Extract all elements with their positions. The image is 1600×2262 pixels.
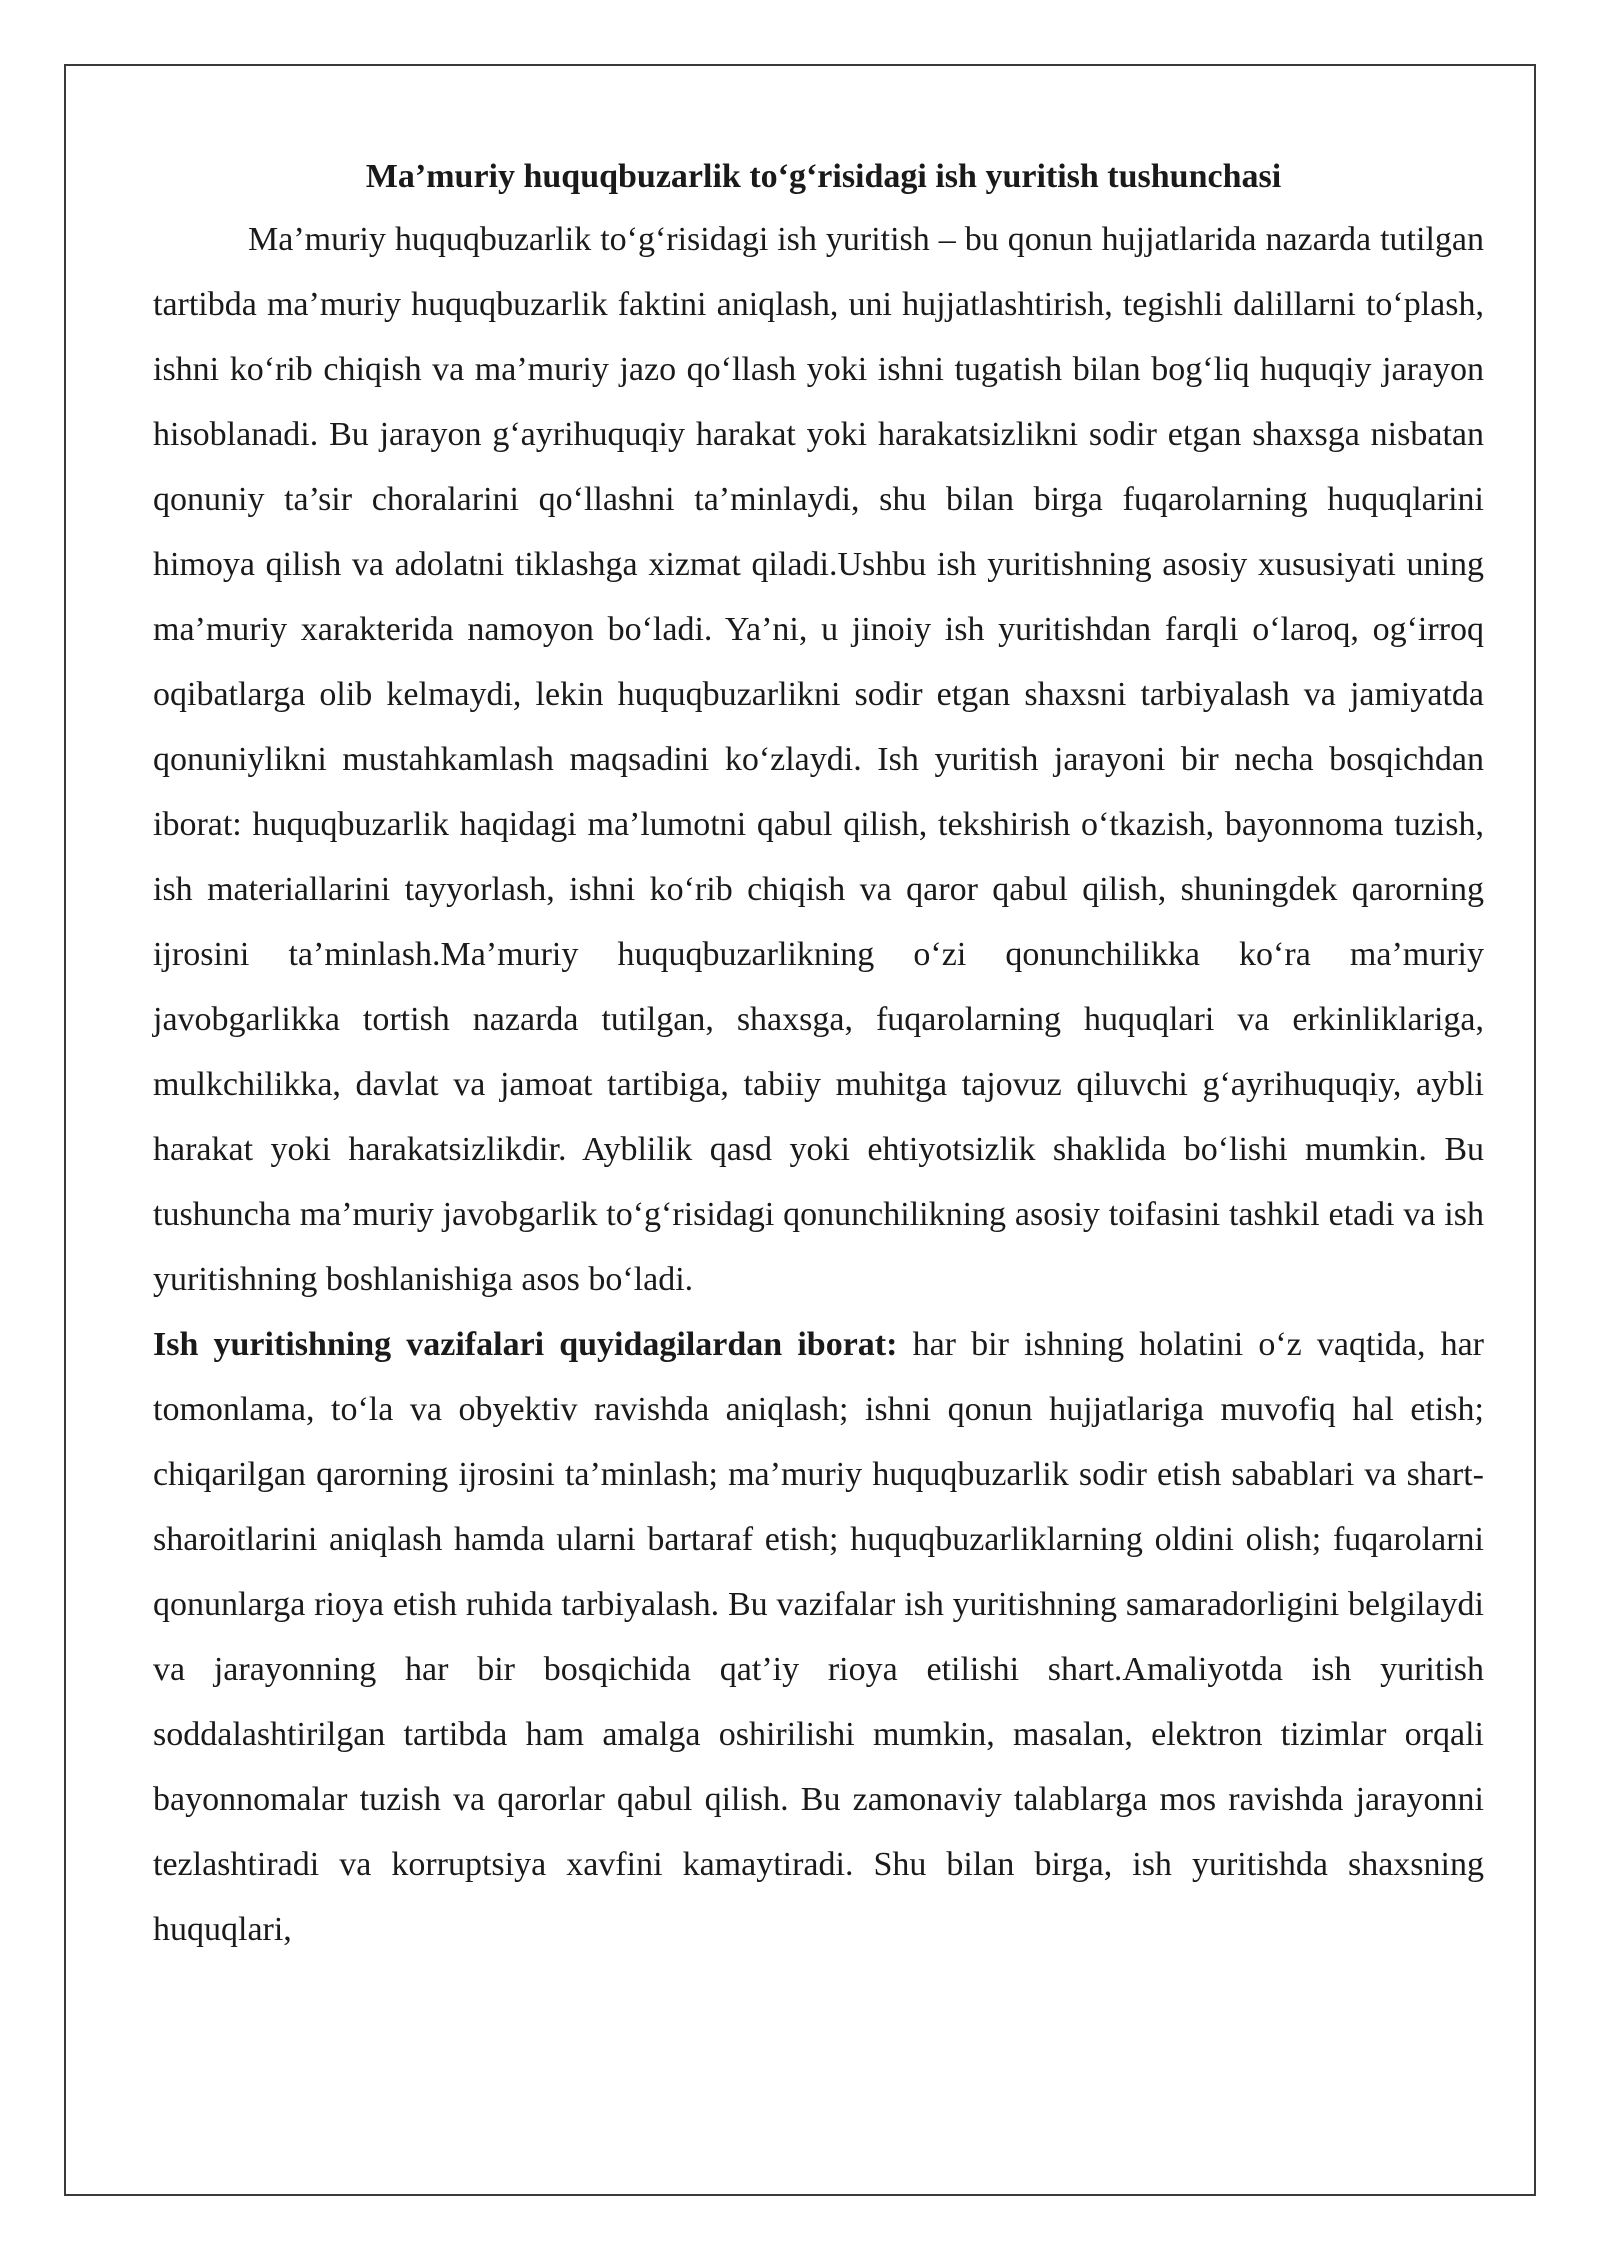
paragraph-tasks: [153, 1312, 1484, 1962]
paragraph-tasks-lead: Ish yuritishning vazifalari quyidagilardan iborat:: [153, 1326, 898, 1363]
paragraph-definition: Ma’muriy huquqbuzarlik to‘g‘risidagi ish yuritish – bu qonun hujjatlarida nazarda tutilgan tartibda ma’muriy huquqbuzarlik faktini aniqlash, uni hujjatlashtirish, tegishli dalillarni to‘plash, ishni ko‘rib chiqish va ma’muriy jazo qo‘llash yoki ishni tugatish bilan bog‘liq huquqiy jarayon hisoblanadi. Bu jarayon g‘ayrihuquqiy harakat yoki harakatsizlikni sodir etgan shaxsga nisbatan qonuniy ta’sir choralarini qo‘llashni ta’minlaydi, shu bilan birga fuqarolarning huquqlarini himoya qilish va adolatni tiklashga xizmat qiladi.Ushbu ish yuritishning asosiy xususiyati uning ma’muriy xarakterida namoyon bo‘ladi. Ya’ni, u jinoiy ish yuritishdan farqli o‘laroq, og‘irroq oqibatlarga olib kelmaydi, lekin huquqbuzarlikni sodir etgan shaxsni tarbiyalash va jamiyatda qonuniylikni mustahkamlash maqsadini ko‘zlaydi. Ish yuritish jarayoni bir necha bosqichdan iborat: huquqbuzarlik haqidagi ma’lumotni qabul qilish, tekshirish o‘tkazish, bayonnoma tuzish, ish materiallarini tayyorlash, ishni ko‘rib chiqish va qaror qabul qilish, shuningdek qarorning ijrosini ta’minlash.Ma’muriy huquqbuzarlikning o‘zi qonunchilikka ko‘ra ma’muriy javobgarlikka tortish nazarda tutilgan, shaxsga, fuqarolarning huquqlari va erkinliklariga, mulkchilikka, davlat va jamoat tartibiga, tabiiy muhitga tajovuz qiluvchi g‘ayrihuquqiy, aybli harakat yoki harakatsizlikdir. Ayblilik qasd yoki ehtiyotsizlik shaklida bo‘lishi mumkin. Bu tushuncha ma’muriy javobgarlik to‘g‘risidagi qonunchilikning asosiy toifasini tashkil etadi va ish yuritishning boshlanishiga asos bo‘ladi.: [153, 221, 1484, 1298]
paragraph-tasks-text: har bir ishning holatini o‘z vaqtida, har tomonlama, to‘la va obyektiv ravishda aniqlash; ishni qonun hujjatlariga muvofiq hal etish; chiqarilgan qarorning ijrosini ta’minlash; ma’muriy huquqbuzarlik sodir etish sabablari va shart-sharoitlarini aniqlash hamda ularni bartaraf etish; huquqbuzarliklarning oldini olish; fuqarolarni qonunlarga rioya etish ruhida tarbiyalash. Bu vazifalar ish yuritishning samaradorligini belgilaydi va jarayonning har bir bosqichida qat’iy rioya etilishi shart.Amaliyotda ish yuritish soddalashtirilgan tartibda ham amalga oshirilishi mumkin, masalan, elektron tizimlar orqali bayonnomalar tuzish va qarorlar qabul qilish. Bu zamonaviy talablarga mos ravishda jarayonni tezlashtiradi va korruptsiya xavfini kamaytiradi. Shu bilan birga, ish yuritishda shaxsning huquqlari,: [153, 1326, 1484, 1948]
document-body: [153, 147, 1484, 1962]
document-title: Ma’muriy huquqbuzarlik to‘g‘risidagi ish yuritish tushunchasi: [365, 158, 1282, 195]
